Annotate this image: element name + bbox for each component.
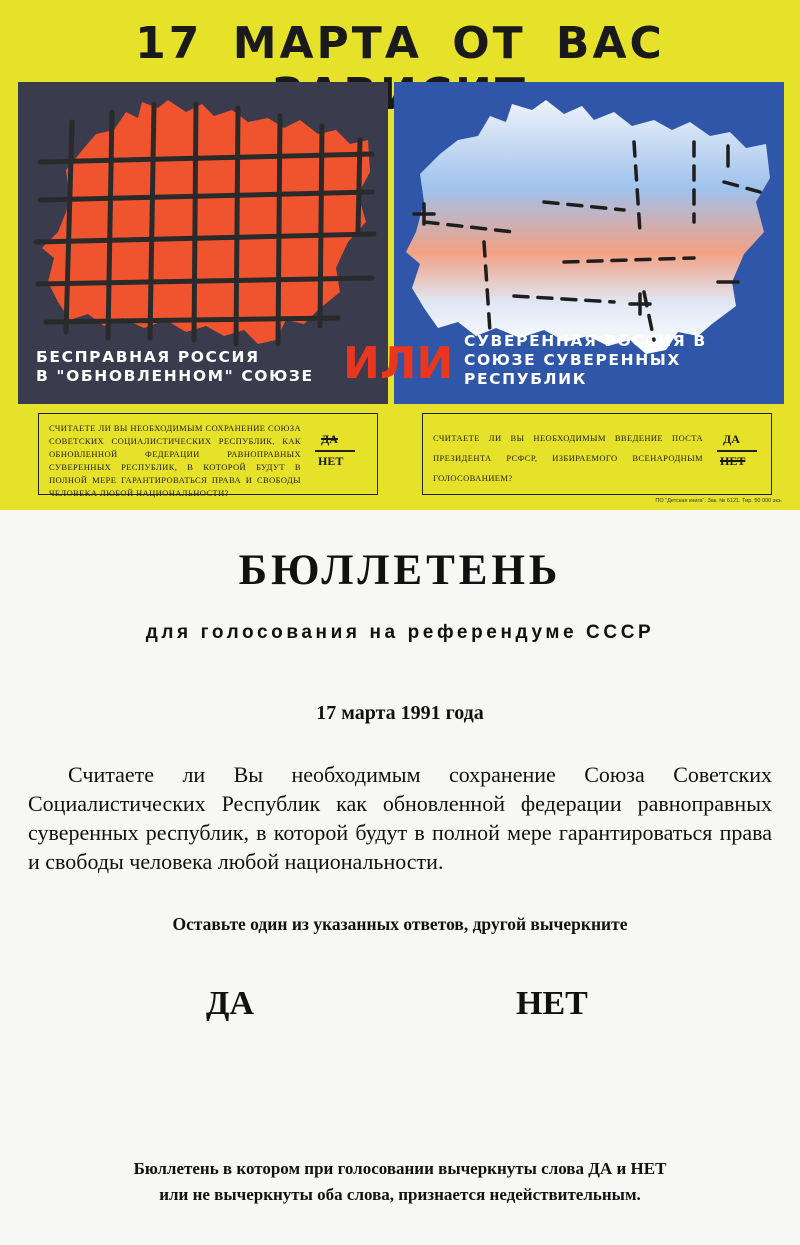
president-question-text: СЧИТАЕТЕ ЛИ ВЫ НЕОБХОДИМЫМ ВВЕДЕНИЕ ПОСТА ПРЕЗИДЕНТА РСФСР, ИЗБИРАЕМОГО ВСЕНАРОДНЫМ ГОЛОСОВАНИЕМ? bbox=[433, 433, 703, 483]
printer-imprint: ПО "Детская книга". Зак. № 6121. Тир. 50 000 экз. bbox=[655, 498, 782, 504]
left-panel-caption bbox=[36, 348, 346, 386]
president-yes: ДА bbox=[723, 432, 740, 446]
ussr-no: НЕТ bbox=[318, 454, 344, 468]
ballot-instruction: Оставьте один из указанных ответов, другой вычеркните bbox=[172, 914, 628, 934]
right-caption-line3: РЕСПУБЛИК bbox=[464, 370, 587, 388]
right-caption-line1: СУВЕРЕННАЯ РОССИЯ В bbox=[464, 332, 707, 350]
left-caption-line1: БЕСПРАВНАЯ РОССИЯ bbox=[36, 348, 260, 366]
right-panel-caption bbox=[464, 332, 764, 389]
answer-divider bbox=[315, 450, 355, 452]
ussr-question-box bbox=[38, 413, 378, 498]
ballot-validity-note bbox=[0, 1156, 800, 1208]
or-word: ИЛИ bbox=[343, 338, 454, 389]
answer-divider bbox=[717, 450, 757, 452]
president-no-struck: НЕТ bbox=[720, 454, 746, 468]
ballot-note-line2: или не вычеркнуты оба слова, признается недействительным. bbox=[159, 1185, 641, 1204]
ballot-no-option[interactable]: НЕТ bbox=[516, 985, 588, 1022]
referendum-poster bbox=[0, 0, 800, 510]
ussr-yes-struck: ДА bbox=[321, 432, 338, 446]
ballot-date: 17 марта 1991 года bbox=[316, 702, 484, 724]
right-caption-line2: СОЮЗЕ СУВЕРЕННЫХ bbox=[464, 351, 681, 369]
poster-title: 17 МАРТА ОТ ВАС bbox=[135, 18, 665, 69]
president-question-box bbox=[422, 413, 772, 495]
ballot-question: Считаете ли Вы необходимым сохранение Союза Советских Социалистических Республик как обновленной федерации равноправных суверенных республик, в которой будут в полной мере гарантироваться права и свободы человека любой национальности. bbox=[28, 762, 772, 874]
referendum-ballot bbox=[0, 510, 800, 1245]
ballot-note-line1: Бюллетень в котором при голосовании вычеркнуты слова ДА и НЕТ bbox=[133, 1159, 667, 1178]
ballot-subtitle: для голосования на референдуме СССР bbox=[145, 622, 655, 643]
ballot-yes-option[interactable]: ДА bbox=[206, 985, 254, 1022]
ussr-question-text: СЧИТАЕТЕ ЛИ ВЫ НЕОБХОДИМЫМ СОХРАНЕНИЕ СОЮЗА СОВЕТСКИХ СОЦИАЛИСТИЧЕСКИХ РЕСПУБЛИК, КАК ОБНОВЛЕННОЙ ФЕДЕРАЦИИ РАВНОПРАВНЫХ СУВЕРЕННЫХ РЕСПУБЛИК, В КОТОРОЙ БУДУТ В ПОЛНОЙ МЕРЕ ГАРАНТИРОВАТЬСЯ ПРАВА И СВОБОДЫ ЧЕЛОВЕКА ЛЮБОЙ НАЦИОНАЛЬНОСТИ? bbox=[49, 423, 301, 498]
left-caption-line2: В "ОБНОВЛЕННОМ" СОЮЗЕ bbox=[36, 367, 314, 385]
ballot-title: БЮЛЛЕТЕНЬ bbox=[238, 547, 562, 594]
